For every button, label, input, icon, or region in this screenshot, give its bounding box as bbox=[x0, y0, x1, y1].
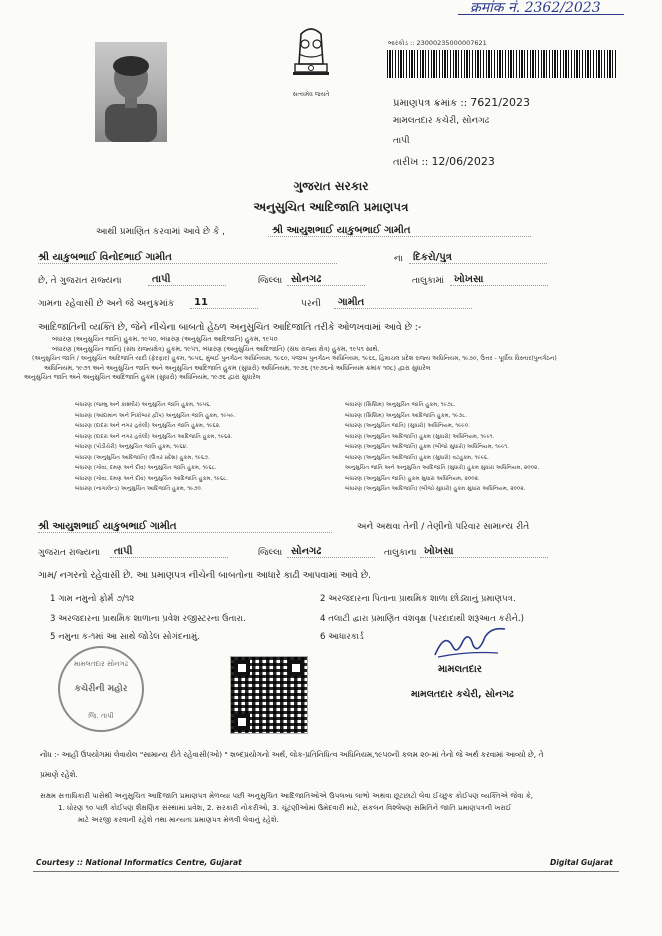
footer-digital-gujarat: Digital Gujarat bbox=[550, 858, 613, 867]
cert-number-value: 7621/2023 bbox=[470, 96, 530, 109]
signer-title: મામલતદાર bbox=[438, 664, 482, 675]
seal-text-top: મામલતદાર સોનગઢ bbox=[73, 660, 129, 668]
lion-capital-icon bbox=[283, 24, 339, 88]
cert-number-line bbox=[393, 96, 530, 109]
order-item: અનુસુચિત જાતિ અને અનુસુચિત આદિજાતિ (સુધારો) હુકમ સુધારા અધિનિયમ, ૨૦૦૨. bbox=[345, 465, 540, 471]
date-label: તારીખ :: bbox=[393, 157, 429, 168]
order-item: બંધારણ (સિક્કિમ) અનુસુચિત જાતિ હુકમ, ૧૯૭૮. bbox=[345, 402, 456, 408]
date-value: 12/06/2023 bbox=[431, 155, 495, 168]
note-text-2: પ્રમાણે રહેશે. bbox=[40, 770, 78, 779]
cert-number-label: પ્રમાણપત્ર ક્રમાંક :: bbox=[393, 98, 468, 109]
order-item: બંધારણ (ગોવા, દમણ અને દીવ) અનુસુચિત આદિજાતિ હુકમ, ૧૯૬૮. bbox=[75, 475, 229, 482]
date-line bbox=[393, 155, 495, 168]
taluka-value-2: ખોખસા bbox=[420, 546, 548, 558]
district-name-2: તાપી bbox=[110, 546, 228, 558]
orders-left-column bbox=[75, 400, 335, 495]
certify-text: આથી પ્રમાણિત કરવામાં આવે છે કે , bbox=[96, 227, 225, 237]
certificate-title: અનુસુચિત આદિજાતિ પ્રમાણપત્ર bbox=[253, 200, 409, 214]
law-line: અનુસુચિત જાતિ અને અનુસુચિત આદિજાતિ હુકમ (સુધારો) અધિનિયમ, ૧૯૭૬ દ્વારા સુધારેલ bbox=[24, 373, 261, 381]
document-item: 1 ગામ નમુનો ફોર્મ ૭/૧૨ bbox=[50, 594, 135, 604]
order-item: બંધારણ (દાદરા અને નગર હવેલી) અનુસુચિત આદિજાતિ હુકમ, ૧૯૬૨. bbox=[75, 433, 233, 440]
taluka-value: ખોખસા bbox=[450, 274, 548, 286]
applicant-photo bbox=[95, 42, 167, 142]
jilla-value: સોનગઢ bbox=[287, 274, 365, 286]
order-item: બંધારણ (જમ્મુ અને કાશ્મીર) અનુસુચિત જાતિ હુકમ, ૧૯૫૬. bbox=[75, 402, 212, 408]
order-item: બંધારણ (અનુસુચિત આદિજાતિ) (ઉત્તર પ્રદેશ) હુકમ, ૧૯૬૭. bbox=[75, 454, 210, 461]
seal-text-mid: કચેરીની મહોર bbox=[74, 684, 128, 694]
jilla-label: જિલ્લા bbox=[258, 276, 283, 286]
district-name: તાપી bbox=[148, 274, 226, 286]
document-item: 2 અરજદારના પિતાના પ્રાથમિક શાળા છોડ્યાનું પ્રમાણપત્ર. bbox=[320, 594, 516, 604]
law-line: અધિનિયમ, ૧૯૭૧ અને અનુસુચિત જાતિ અને અનુસુચિત આદિજાતિ હુકમ (સુધારો) અધિનિયમ, ૧૯૭૬ (૧૯૭૬નો અધિનિયમ ક્રમાંક ૧૦૮) દ્વારા સુધારેલ bbox=[44, 363, 431, 372]
seal-text-bottom: જિ. તાપી bbox=[88, 712, 114, 720]
office-line1: મામલતદાર કચેરી, સોનગઢ bbox=[393, 116, 490, 126]
na-label: ના bbox=[394, 254, 403, 264]
footer-divider bbox=[33, 871, 619, 872]
applicant-name: શ્રી આયુશભાઈ યાકુબભાઈ ગામીત bbox=[268, 225, 531, 237]
order-item: બંધારણ (આંદામાન અને નિકોબાર દ્વીપ) અનુસુચિત જાતિ હુકમ, ૧૯૫૯. bbox=[75, 412, 236, 419]
office-line2: તાપી bbox=[393, 136, 410, 146]
document-item: 6 આધારકાર્ડ bbox=[320, 632, 364, 642]
order-item: બંધારણ (પોંડીચેરી) અનુસુચિત જાતિ હુકમ, ૧૯૬૪. bbox=[75, 444, 188, 450]
signature bbox=[430, 627, 510, 667]
note-text: નોંધ :- આહીં ઉપયોગમાં લેવાયેલ "સામાન્ય રીતે રહેવાસી(ઓ) " શબ્દપ્રયોગનો અર્થ, લોક-પ્રતિનિધિત્વ અધિનિયમ,૧૯૫૦ની કલમ ૨૦-માં તેનો જે અર્થ કરવામાં આવ્યો છે, તે bbox=[40, 750, 544, 759]
signature-icon bbox=[430, 627, 510, 663]
order-item: બંધારણ (સિક્કિમ) અનુસુચિત આદિજાતિ હુકમ, ૧૯૭૮. bbox=[345, 412, 468, 419]
authority-text: સક્ષમ સત્તાધિકારી પાસેથી અનુસુચિત આદિજાતિ પ્રમાણપત્ર મેળવ્યા પછી અનુસુચિત આદિજાતિઓએ ઉપલબ્ધ લાભો અથવા છૂટછાટો લેવા ઈચ્છુક કોઈપણ વ્યક્તિએ જેવા કે, bbox=[40, 791, 534, 800]
handwritten-underline bbox=[458, 14, 624, 15]
parni-label: પરની bbox=[301, 299, 321, 309]
orders-right-column bbox=[345, 400, 635, 495]
barcode bbox=[387, 50, 617, 78]
relation: દિકરો/પુત્ર bbox=[409, 252, 547, 264]
emblem-motto: સત્યમેવ જયતે bbox=[292, 91, 330, 98]
applicant-name-repeat: શ્રી આયુશભાઈ યાકુબભાઈ ગામીત bbox=[38, 521, 332, 533]
basis-text: ગામ/ નગરનો રહેવાસી છે. આ પ્રમાણપત્ર નીચેની બાબતોના આધારે કાઢી આપવામાં આવે છે. bbox=[38, 570, 372, 581]
office-seal bbox=[58, 646, 144, 732]
law-line: બંધારણ (અનુસુચિત જાતિ) હુકમ, ૧૯૫૦, બંધારણ (અનુસુચિત આદિજાતિ) હુકમ, ૧૯૫૦ bbox=[52, 335, 278, 343]
taluka-label-2: તાલુકાના bbox=[384, 548, 417, 558]
document-item: 4 તલાટી દ્વારા પ્રમાણિત વંશવૃક્ષ (પરદાદાથી શરૂઆત કરીને.) bbox=[320, 614, 524, 624]
government-title: ગુજરાત સરકાર bbox=[293, 179, 369, 193]
order-item: બંધારણ (અનુસુચિત આદિજાતિ) હુકમ (સુધારો) વટહુકમ, ૧૯૯૬. bbox=[345, 454, 489, 461]
father-name: શ્રી યાકુબભાઈ વિનોદભાઈ ગામીત bbox=[38, 252, 337, 264]
jilla-label-2: જિલ્લા bbox=[258, 548, 283, 558]
family-text: અને અથવા તેની / તેણીનો પરિવાર સામાન્ય રીતે bbox=[357, 522, 530, 532]
taluka-label: તાલુકામાં bbox=[412, 276, 445, 286]
qr-code bbox=[230, 656, 308, 734]
tribe-statement: આદિજાતિની વ્યક્તિ છે, જેને નીચેના બાબતો હેઠળ અનુસુચિત આદિજાતિ તરીકે ઓળખવામાં આવે છે :- bbox=[38, 322, 422, 333]
order-item: બંધારણ (દાદરા અને નગર હવેલી) અનુસુચિત જાતિ હુકમ, ૧૯૬૨. bbox=[75, 423, 221, 429]
document-item: 5 નમુના ક-૧માં આ સાથે જોડેલ સોગંદનામું. bbox=[50, 632, 200, 642]
authority-text-3: માટે અરજી કરવાની રહેશે તથા માન્યતા પ્રમાણપત્ર મેળવી લેવાનું રહેશે. bbox=[78, 815, 279, 824]
law-line: બંધારણ (અનુસુચિત જાતિ) (સંઘ રાજ્યક્ષેત્ર) હુકમ, ૧૯૫૧, બંધારણ (અનુસુચિત આદિજાતિ) (સંઘ રાજ્ય ક્ષેત્ર) હુકમ, ૧૯૫૧ સાથે. bbox=[52, 344, 380, 353]
serial-number: 11 bbox=[190, 297, 258, 309]
tribe-name: ગામીત bbox=[334, 297, 472, 309]
state-text-2: ગુજરાત રાજ્યના bbox=[38, 548, 101, 558]
barcode-label: બારકોડ :: 23000235000007621 bbox=[388, 39, 487, 47]
village-text: ગામના રહેવાસી છે અને જે અનુક્રમાંક bbox=[38, 299, 175, 309]
order-item: બંધારણ (અનુસુચિત આદિજાતિ) હુકમ (બીજો સુધારો) અધિનિયમ, ૧૯૯૧. bbox=[345, 444, 509, 450]
order-item: બંધારણ (અનુસુચિત જાતિ) (સુધારો) અધિનિયમ, ૧૯૯૦. bbox=[345, 423, 470, 429]
document-item: 3 અરજદારના પ્રાથમિક શાળાના પ્રવેશ રજીસ્ટરના ઉતારા. bbox=[50, 614, 246, 624]
state-text: છે, તે ગુજરાત રાજ્યના bbox=[38, 276, 122, 286]
authority-text-2: 1. ધોરણ ૧૦ પછી કોઈપણ શૈક્ષણિક સંસ્થામાં પ્રવેશ, 2. સરકારી નોકરીઓ, 3. ચૂંટણીઓમાં ઉમેદવારી માટે, સંકલન વિશ્લેષણ સમિતિને જાતિ પ્રમાણપત્રની ખરાઈ bbox=[58, 803, 512, 812]
footer-courtesy: Courtesy :: National Informatics Centre, Gujarat bbox=[36, 858, 242, 867]
order-item: બંધારણ (નાગાલેન્ડ) અનુસુચિત આદિજાતિ હુકમ, ૧૯૭૦. bbox=[75, 486, 203, 492]
handwritten-reference: क्रमांक नं. 2362/2023 bbox=[470, 0, 601, 16]
order-item: બંધારણ (અનુસુચિત જાતિ) હુકમ સુધારા અધિનિયમ, ૨૦૦૨. bbox=[345, 475, 480, 482]
order-item: બંધારણ (ગોવા, દમણ અને દીવ) અનુસુચિત જાતિ હુકમ, ૧૯૬૮. bbox=[75, 465, 217, 471]
national-emblem bbox=[283, 24, 339, 100]
law-line: (અનુસુચિત જાતિ / અનુસુચિત આદિજાતિ યાદી (ફેરફાર) હુકમ, ૧૯૫૬, મુંબઈ પુનર્ગઠન અધિનિયમ, ૧૯૬૦, પંજાબ પુનર્ગઠન અધિનિયમ, ૧૯૬૬, હિમાચલ પ્રદેશ રાજ્ય અધિનિયમ, ૧૯૭૦, ઉત્તર - પૂર્વીય વિસ્તાર(પુનર્ગઠન) bbox=[32, 355, 557, 362]
order-item: બંધારણ (અનુસુચિત આદિજાતિ) (બીજો સુધારો) હુકમ સુધારા અધિનિયમ, ૨૦૦૨. bbox=[345, 486, 526, 492]
law-list bbox=[24, 335, 632, 383]
jilla-value-2: સોનગઢ bbox=[287, 546, 375, 558]
order-item: બંધારણ (અનુસુચિત આદિજાતિ) હુકમ (સુધારો) અધિનિયમ, ૧૯૯૧. bbox=[345, 433, 495, 440]
signer-office: મામલતદાર કચેરી, સોનગઢ bbox=[411, 689, 514, 700]
